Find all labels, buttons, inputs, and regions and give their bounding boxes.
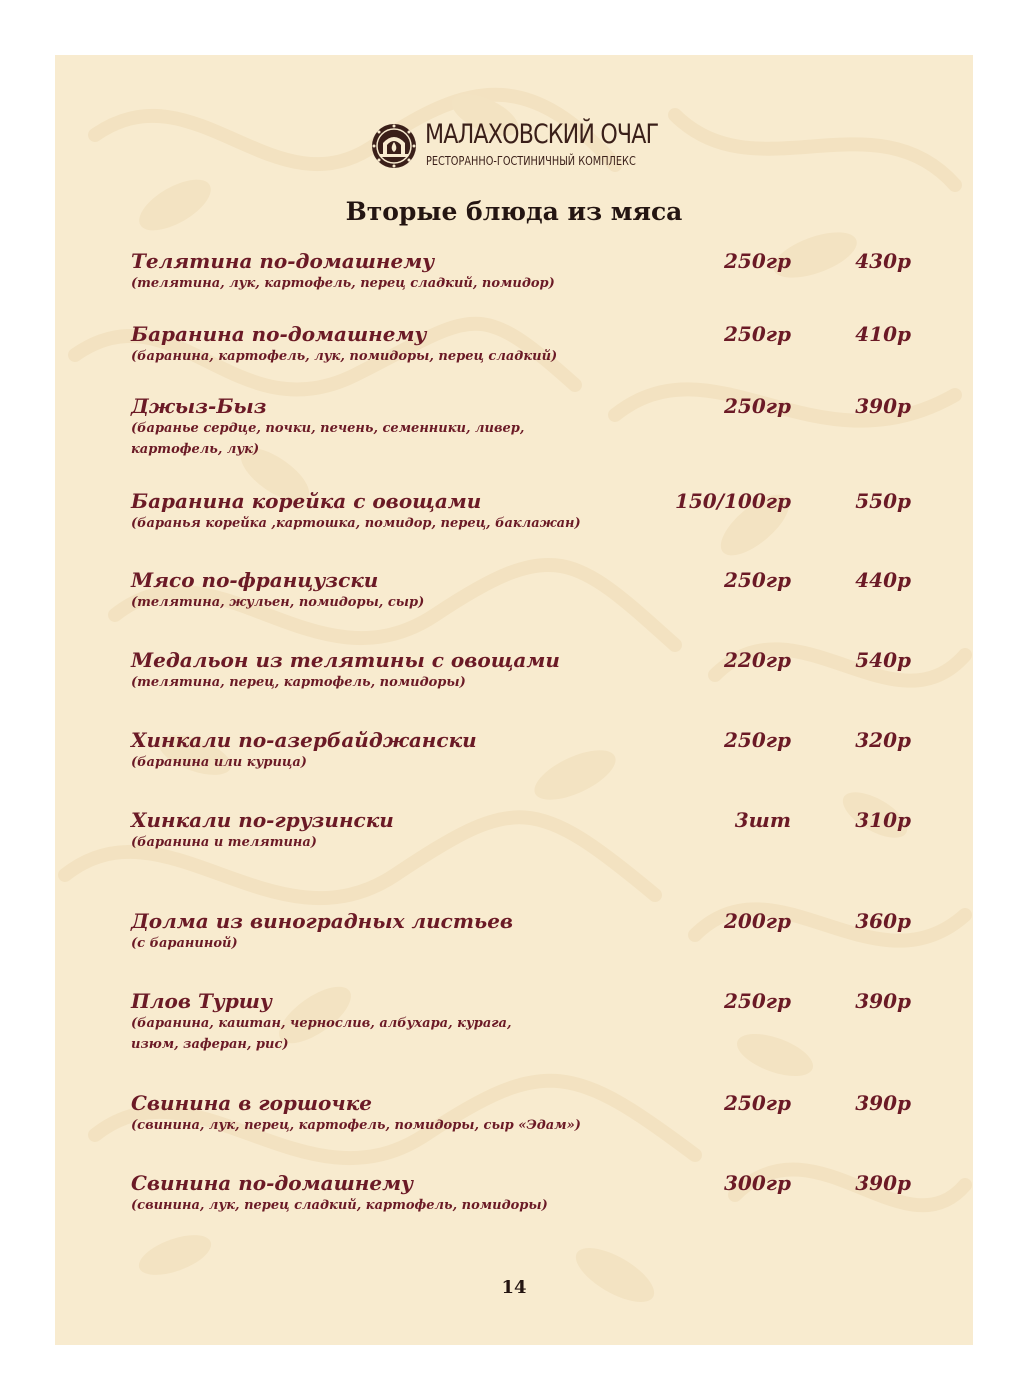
menu-item-price: 430р bbox=[855, 249, 911, 273]
menu-item bbox=[131, 249, 911, 294]
menu-item-price: 390р bbox=[855, 1171, 911, 1195]
menu-item-name: Плов Туршу bbox=[131, 989, 272, 1013]
menu-item-weight: 250гр bbox=[724, 249, 791, 273]
menu-item-name: Телятина по-домашнему bbox=[131, 249, 435, 273]
menu-item-description: (свинина, лук, перец, картофель, помидоры, сыр «Эдам») bbox=[131, 1118, 581, 1133]
section-title: Вторые блюда из мяса bbox=[345, 197, 683, 226]
menu-item bbox=[131, 394, 911, 460]
menu-item-name: Свинина по-домашнему bbox=[131, 1171, 414, 1195]
menu-item-weight: 250гр bbox=[724, 1091, 791, 1115]
menu-item bbox=[131, 489, 911, 534]
menu-item bbox=[131, 648, 911, 693]
menu-item bbox=[131, 1091, 911, 1136]
menu-item-description: (с бараниной) bbox=[131, 936, 238, 951]
menu-item-price: 390р bbox=[855, 989, 911, 1013]
menu-item bbox=[131, 1171, 911, 1216]
menu-item-description: (баранина, каштан, чернослив, албухара, курага, изюм, заферан, рис) bbox=[131, 1016, 512, 1052]
logo-subtitle: РЕСТОРАННО-ГОСТИНИЧНЫЙ КОМПЛЕКС bbox=[426, 153, 636, 168]
menu-item-weight: 150/100гр bbox=[674, 489, 791, 513]
menu-item-name: Баранина корейка с овощами bbox=[131, 489, 482, 513]
menu-item-weight: 250гр bbox=[724, 728, 791, 752]
menu-item-name: Баранина по-домашнему bbox=[131, 322, 427, 346]
menu-item-weight: 300гр bbox=[724, 1171, 791, 1195]
menu-item bbox=[131, 728, 911, 773]
menu-item-name: Мясо по-французски bbox=[131, 568, 379, 592]
menu-item-description: (баранина, картофель, лук, помидоры, перец сладкий) bbox=[131, 349, 558, 364]
logo-name: МАЛАХОВСКИЙ ОЧАГ bbox=[425, 119, 659, 150]
menu-item-price: 320р bbox=[855, 728, 911, 752]
menu-item-description: (баранье сердце, почки, печень, семенники, ливер, картофель, лук) bbox=[131, 421, 525, 457]
menu-item-weight: 250гр bbox=[724, 322, 791, 346]
menu-item bbox=[131, 322, 911, 367]
menu-item-weight: 250гр bbox=[724, 568, 791, 592]
menu-item-price: 390р bbox=[855, 1091, 911, 1115]
menu-item-weight: 250гр bbox=[724, 394, 791, 418]
menu-item-name: Свинина в горшочке bbox=[131, 1091, 372, 1115]
menu-item-description: (баранина или курица) bbox=[131, 755, 307, 770]
menu-item-price: 360р bbox=[855, 909, 911, 933]
restaurant-logo bbox=[369, 119, 669, 175]
menu-item-description: (баранья корейка ,картошка, помидор, перец, баклажан) bbox=[131, 516, 581, 531]
menu-item-weight: 3шт bbox=[734, 808, 791, 832]
menu-item-weight: 200гр bbox=[724, 909, 791, 933]
menu-item bbox=[131, 808, 911, 853]
menu-page bbox=[55, 55, 973, 1345]
hearth-emblem-icon bbox=[369, 121, 419, 171]
menu-item-price: 540р bbox=[855, 648, 911, 672]
menu-item-weight: 250гр bbox=[724, 989, 791, 1013]
menu-item-name: Медальон из телятины с овощами bbox=[131, 648, 560, 672]
menu-item-description: (телятина, жульен, помидоры, сыр) bbox=[131, 595, 425, 610]
page-number: 14 bbox=[501, 1277, 527, 1298]
menu-item-price: 410р bbox=[855, 322, 911, 346]
menu-item-description: (баранина и телятина) bbox=[131, 835, 317, 850]
menu-item-price: 390р bbox=[855, 394, 911, 418]
menu-item-description: (телятина, лук, картофель, перец сладкий, помидор) bbox=[131, 276, 555, 291]
menu-item-name: Долма из виноградных листьев bbox=[131, 909, 514, 933]
menu-item bbox=[131, 568, 911, 613]
menu-item-weight: 220гр bbox=[724, 648, 791, 672]
menu-item bbox=[131, 909, 911, 954]
menu-item-name: Джыз-Быз bbox=[131, 394, 267, 418]
menu-item bbox=[131, 989, 911, 1055]
menu-item-name: Хинкали по-азербайджански bbox=[131, 728, 477, 752]
menu-item-name: Хинкали по-грузински bbox=[131, 808, 394, 832]
menu-item-description: (телятина, перец, картофель, помидоры) bbox=[131, 675, 466, 690]
menu-item-price: 440р bbox=[855, 568, 911, 592]
menu-item-price: 550р bbox=[855, 489, 911, 513]
menu-item-description: (свинина, лук, перец сладкий, картофель, помидоры) bbox=[131, 1198, 548, 1213]
menu-item-price: 310р bbox=[855, 808, 911, 832]
